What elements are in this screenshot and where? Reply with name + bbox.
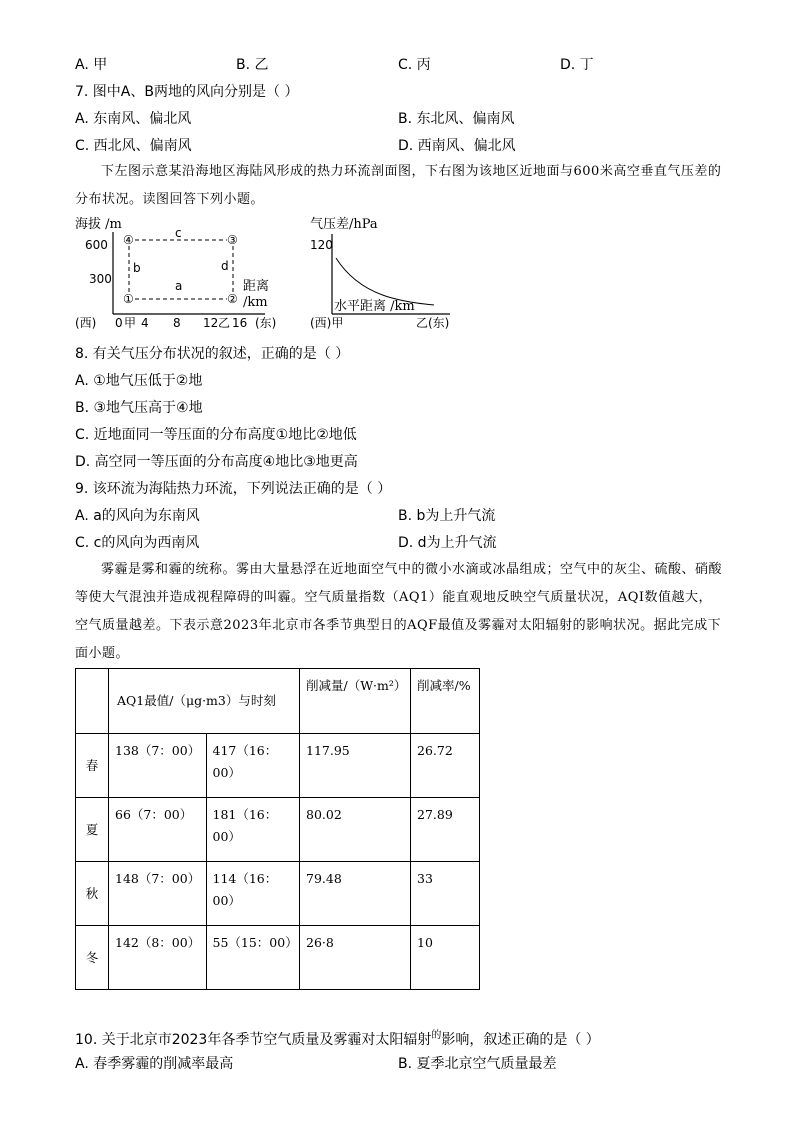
- right-east-label: 乙(东): [416, 316, 450, 330]
- header-aqi: AQ1最值/（μg·m3）与时刻: [109, 669, 300, 734]
- xtick-yi: 乙: [218, 316, 231, 330]
- q7-option-a: A. 东南风、偏北风: [75, 111, 192, 127]
- ytick-600: 600: [85, 238, 108, 252]
- q10-option-b: B. 夏季北京空气质量最差: [398, 1056, 557, 1072]
- xtick-jia: 甲: [124, 316, 137, 330]
- table-row: [76, 798, 480, 862]
- rate-cell: 33: [411, 862, 480, 926]
- q8-option-d: D. 高空同一等压面的分布高度④地比③地更高: [75, 454, 358, 470]
- reduction-cell: 79.48: [300, 862, 411, 926]
- q6-option-b: B. 乙: [236, 57, 269, 73]
- aqi-max-cell: 138（7：00）: [109, 734, 207, 798]
- q10-stem-after: 影响，叙述正确的是（ ）: [441, 1032, 600, 1048]
- table-header-row: [76, 669, 480, 734]
- reduction-cell: 26·8: [300, 926, 411, 990]
- aqi-min-cell: 114（16：00）: [206, 862, 300, 926]
- season-cell: 冬: [76, 926, 109, 990]
- header-rate: 削减率/%: [411, 669, 480, 734]
- left-ylabel: 海拔 /m: [75, 217, 122, 232]
- table-corner-cell: [76, 669, 109, 734]
- q8-option-c: C. 近地面同一等压面的分布高度①地比②地低: [75, 427, 357, 443]
- intro-paragraph-2: 雾霾是雾和霾的统称。雾由大量悬浮在近地面空气中的微小水滴或冰晶组成；空气中的灰尘、硫酸、硝酸等使大气混浊并造成视程障碍的叫霾。空气质量指数（AQ1）能直观地反映空气质量状况，AQI数值越大，空气质量越差。下表示意2023年北京市各季节典型日的AQF最值及雾霾对太阳辐射的影响状况。据此完成下面小题。: [75, 562, 723, 661]
- q8-option-a: A. ①地气压低于②地: [75, 373, 203, 389]
- aqi-min-cell: 181（16：00）: [206, 798, 300, 862]
- pressure-difference-chart: [310, 212, 460, 332]
- q9-stem: 9. 该环流为海陆热力环流，下列说法正确的是（ ）: [75, 481, 392, 497]
- table-row: [76, 862, 480, 926]
- point-3: ③: [227, 233, 238, 247]
- label-a: a: [175, 279, 183, 293]
- aqi-max-cell: 66（7：00）: [109, 798, 207, 862]
- left-xunit: /km: [243, 295, 268, 310]
- reduction-cell: 117.95: [300, 734, 411, 798]
- xtick-0: 0: [115, 316, 123, 330]
- circulation-diagram: [75, 212, 295, 332]
- aqi-min-cell: 55（15：00）: [206, 926, 300, 990]
- q10-stem-before: 10. 关于北京市2023年各季节空气质量及雾霾对太阳辐射: [75, 1032, 432, 1048]
- q6-option-d: D. 丁: [560, 57, 594, 73]
- q7-option-d: D. 西南风、偏北风: [398, 138, 516, 154]
- rate-cell: 10: [411, 926, 480, 990]
- right-ytick-120: 120: [310, 238, 333, 252]
- q9-option-c: C. c的风向为西南风: [75, 535, 200, 551]
- left-xlabel: 距离: [243, 279, 270, 294]
- season-cell: 秋: [76, 862, 109, 926]
- q9-option-b: B. b为上升气流: [398, 508, 496, 524]
- xtick-8: 8: [173, 316, 181, 330]
- left-west-label: (西): [75, 316, 97, 330]
- label-c: c: [175, 226, 182, 240]
- xtick-12: 12: [203, 316, 219, 330]
- label-d: d: [221, 259, 229, 273]
- haze-data-table: [75, 668, 480, 990]
- table-row: [76, 926, 480, 990]
- table-row: [76, 734, 480, 798]
- intro-paragraph-1: 下左图示意某沿海地区海陆风形成的热力环流剖面图，下右图为该地区近地面与600米高空垂直气压差的分布状况。读图回答下列小题。: [75, 164, 722, 207]
- right-ylabel: 气压差/hPa: [310, 217, 378, 232]
- reduction-cell: 80.02: [300, 798, 411, 862]
- season-cell: 春: [76, 734, 109, 798]
- header-reduction: 削减量/（W·m²）: [300, 669, 411, 734]
- xtick-4: 4: [141, 316, 149, 330]
- q9-option-d: D. d为上升气流: [398, 535, 497, 551]
- left-east-label: (东): [255, 316, 277, 330]
- q9-option-a: A. a的风向为东南风: [75, 508, 200, 524]
- xtick-16: 16: [232, 316, 248, 330]
- q10-stem-superscript: 的: [431, 1030, 442, 1041]
- aqi-max-cell: 142（8：00）: [109, 926, 207, 990]
- rate-cell: 27.89: [411, 798, 480, 862]
- right-xlabel: 水平距离 /km: [334, 299, 415, 314]
- aqi-max-cell: 148（7：00）: [109, 862, 207, 926]
- label-b: b: [133, 261, 141, 275]
- pressure-curve: [336, 258, 434, 305]
- rate-cell: 26.72: [411, 734, 480, 798]
- season-cell: 夏: [76, 798, 109, 862]
- q7-stem: 7. 图中A、B两地的风向分别是（ ）: [75, 84, 299, 100]
- q7-option-c: C. 西北风、偏南风: [75, 138, 192, 154]
- q10-option-a: A. 春季雾霾的削减率最高: [75, 1056, 234, 1072]
- point-1: ①: [123, 292, 134, 306]
- right-west-label: (西)甲: [310, 316, 344, 330]
- aqi-min-cell: 417（16：00）: [206, 734, 300, 798]
- q8-option-b: B. ③地气压高于④地: [75, 400, 203, 416]
- point-2: ②: [227, 292, 238, 306]
- point-4: ④: [123, 233, 134, 247]
- q7-option-b: B. 东北风、偏南风: [398, 111, 515, 127]
- q6-option-a: A. 甲: [75, 57, 108, 73]
- q8-stem: 8. 有关气压分布状况的叙述，正确的是（ ）: [75, 346, 350, 362]
- q10-stem: [75, 1026, 600, 1049]
- q6-option-c: C. 丙: [398, 57, 431, 73]
- ytick-300: 300: [89, 272, 112, 286]
